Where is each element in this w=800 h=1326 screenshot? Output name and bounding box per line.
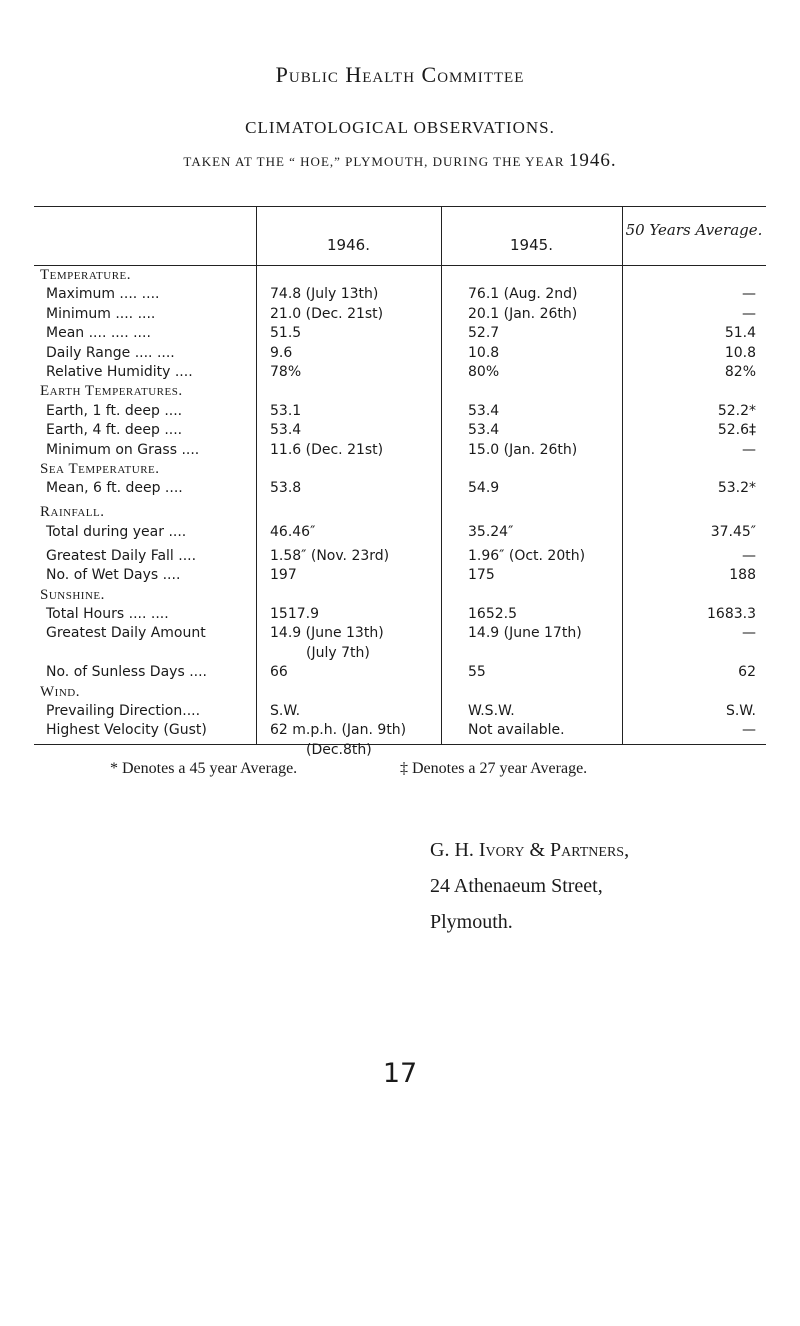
- cell-1946: 1517.9: [270, 606, 319, 622]
- section-heading: Earth Temperatures.: [40, 383, 183, 400]
- cell-50-year-average: 51.4: [724, 325, 756, 342]
- row-label: Minimum on Grass ....: [46, 441, 200, 458]
- row-label: Maximum .... ....: [46, 286, 160, 303]
- cell-1945: 80%: [468, 364, 500, 380]
- signature-block: [430, 832, 629, 940]
- firm-street: 24 Athenaeum Street,: [430, 875, 603, 897]
- row-label: No. of Sunless Days ....: [46, 664, 207, 681]
- table-row: [34, 624, 766, 643]
- cell-1945: W.S.W.: [468, 703, 515, 719]
- cell-50-year-average: —: [742, 547, 756, 564]
- row-label: Minimum .... ....: [46, 305, 156, 322]
- section-heading: Rainfall.: [40, 504, 105, 521]
- section-heading: Wind.: [40, 683, 80, 700]
- row-label: No. of Wet Days ....: [46, 567, 181, 584]
- table-row: [34, 605, 766, 624]
- table-row: [34, 721, 766, 740]
- cell-1946: 9.6: [270, 344, 293, 361]
- cell-1946: 53.4: [270, 422, 302, 439]
- cell-50-year-average: 1683.3: [707, 606, 756, 622]
- table-row: [34, 363, 766, 382]
- cell-50-year-average: 10.8: [724, 344, 756, 361]
- cell-1946: 66: [270, 664, 288, 681]
- cell-1945: Not available.: [468, 722, 565, 739]
- cell-1946: 1.58″ (Nov. 23rd): [270, 547, 390, 564]
- row-label: Mean, 6 ft. deep ....: [46, 480, 183, 497]
- cell-1945: 10.8: [468, 344, 500, 361]
- cell-50-year-average: S.W.: [725, 703, 756, 719]
- table-row: [34, 479, 766, 498]
- cell-1945: 20.1 (Jan. 26th): [468, 305, 578, 322]
- cell-1946: 14.9 (June 13th): [270, 625, 384, 642]
- table-row: [34, 402, 766, 421]
- section-heading-row: [34, 503, 766, 522]
- cell-50-year-average: 37.45″: [710, 523, 756, 540]
- cell-50-year-average: —: [742, 441, 756, 458]
- footnote-45-year: * Denotes a 45 year Average.: [110, 760, 298, 777]
- cell-50-year-average: 52.2*: [717, 402, 756, 419]
- cell-1945: 53.4: [468, 422, 500, 439]
- cell-1946: 197: [270, 567, 297, 584]
- cell-1946: 11.6 (Dec. 21st): [270, 441, 384, 458]
- cell-1946: 53.8: [270, 480, 302, 497]
- cell-1945: 55: [468, 664, 486, 681]
- table-row: [34, 741, 766, 760]
- section-heading-row: [34, 266, 766, 285]
- table-row: [34, 421, 766, 440]
- row-label: Total during year ....: [46, 523, 187, 540]
- report-subtitle: CLIMATOLOGICAL OBSERVATIONS.: [245, 118, 555, 137]
- cell-50-year-average: 53.2*: [717, 480, 756, 497]
- row-label: Earth, 1 ft. deep ....: [46, 402, 183, 419]
- table-row: [34, 663, 766, 682]
- column-header-1946: 1946.: [327, 236, 370, 254]
- cell-1945: 54.9: [468, 480, 500, 497]
- cell-1945: 15.0 (Jan. 26th): [468, 441, 578, 458]
- table-row: [34, 324, 766, 343]
- cell-50-year-average: —: [742, 625, 756, 642]
- section-heading: Sunshine.: [40, 586, 105, 603]
- cell-1946: 51.5: [270, 325, 302, 342]
- column-header-1945: 1945.: [510, 236, 553, 254]
- section-heading-row: [34, 586, 766, 605]
- cell-1946: 74.8 (July 13th): [270, 286, 379, 303]
- cell-1945: 1652.5: [468, 606, 517, 622]
- table-row: [34, 644, 766, 663]
- cell-1945: 35.24″: [468, 523, 514, 540]
- row-label: Greatest Daily Fall ....: [46, 547, 197, 564]
- row-label: Highest Velocity (Gust): [46, 722, 207, 739]
- row-label: Daily Range .... ....: [46, 344, 175, 361]
- row-label: Prevailing Direction....: [46, 703, 201, 719]
- table-row: [34, 566, 766, 585]
- cell-1945: 76.1 (Aug. 2nd): [468, 286, 578, 303]
- row-label: Mean .... .... ....: [46, 325, 151, 342]
- table-row: [34, 523, 766, 542]
- row-label: Earth, 4 ft. deep ....: [46, 422, 183, 439]
- cell-50-year-average: —: [742, 722, 756, 739]
- cell-1945: 52.7: [468, 325, 500, 342]
- section-heading: Sea Temperature.: [40, 461, 160, 477]
- row-label: Relative Humidity ....: [46, 364, 193, 380]
- cell-1946: 53.1: [270, 402, 302, 419]
- cell-1946: S.W.: [270, 703, 301, 719]
- cell-1945: 14.9 (June 17th): [468, 625, 582, 642]
- cell-1946: 62 m.p.h. (Jan. 9th): [270, 722, 407, 739]
- footnote-27-year: ‡ Denotes a 27 year Average.: [400, 760, 588, 777]
- section-heading-row: [34, 683, 766, 702]
- section-heading: Temperature.: [40, 267, 132, 283]
- column-header-50-year-average: 50 Years Average.: [625, 221, 763, 239]
- table-row: [34, 285, 766, 304]
- page-title: Public Health Committee: [275, 62, 525, 87]
- cell-1945: 175: [468, 567, 495, 584]
- firm-city: Plymouth.: [430, 911, 513, 933]
- cell-50-year-average: —: [742, 305, 756, 322]
- report-year: 1946.: [568, 150, 617, 171]
- table-row: [34, 702, 766, 721]
- page-number: 17: [382, 1058, 418, 1089]
- location-prefix: TAKEN AT THE “ HOE,” PLYMOUTH, DURING THE YEAR: [183, 154, 565, 169]
- table-row: [34, 344, 766, 363]
- firm-name: G. H. Ivory & Partners,: [430, 839, 630, 861]
- cell-50-year-average: 82%: [724, 364, 756, 380]
- table-row: [34, 305, 766, 324]
- cell-50-year-average: 52.6‡: [717, 422, 756, 439]
- row-label: Total Hours .... ....: [46, 606, 169, 622]
- cell-50-year-average: 188: [729, 567, 756, 584]
- table-row: [34, 441, 766, 460]
- cell-50-year-average: 62: [738, 664, 756, 681]
- section-heading-row: [34, 382, 766, 401]
- cell-1946: 46.46″: [270, 523, 316, 540]
- location-line: [0, 150, 800, 172]
- cell-1946: 78%: [270, 364, 302, 380]
- section-heading-row: [34, 460, 766, 479]
- cell-1946: 21.0 (Dec. 21st): [270, 305, 384, 322]
- cell-1945: 1.96″ (Oct. 20th): [468, 547, 586, 564]
- table-top-rule: [34, 206, 766, 207]
- cell-1946: (July 7th): [306, 644, 370, 661]
- row-label: Greatest Daily Amount: [46, 625, 206, 642]
- cell-1945: 53.4: [468, 402, 500, 419]
- cell-50-year-average: —: [742, 286, 756, 303]
- table-row: [34, 547, 766, 566]
- cell-1946: (Dec.8th): [306, 741, 372, 758]
